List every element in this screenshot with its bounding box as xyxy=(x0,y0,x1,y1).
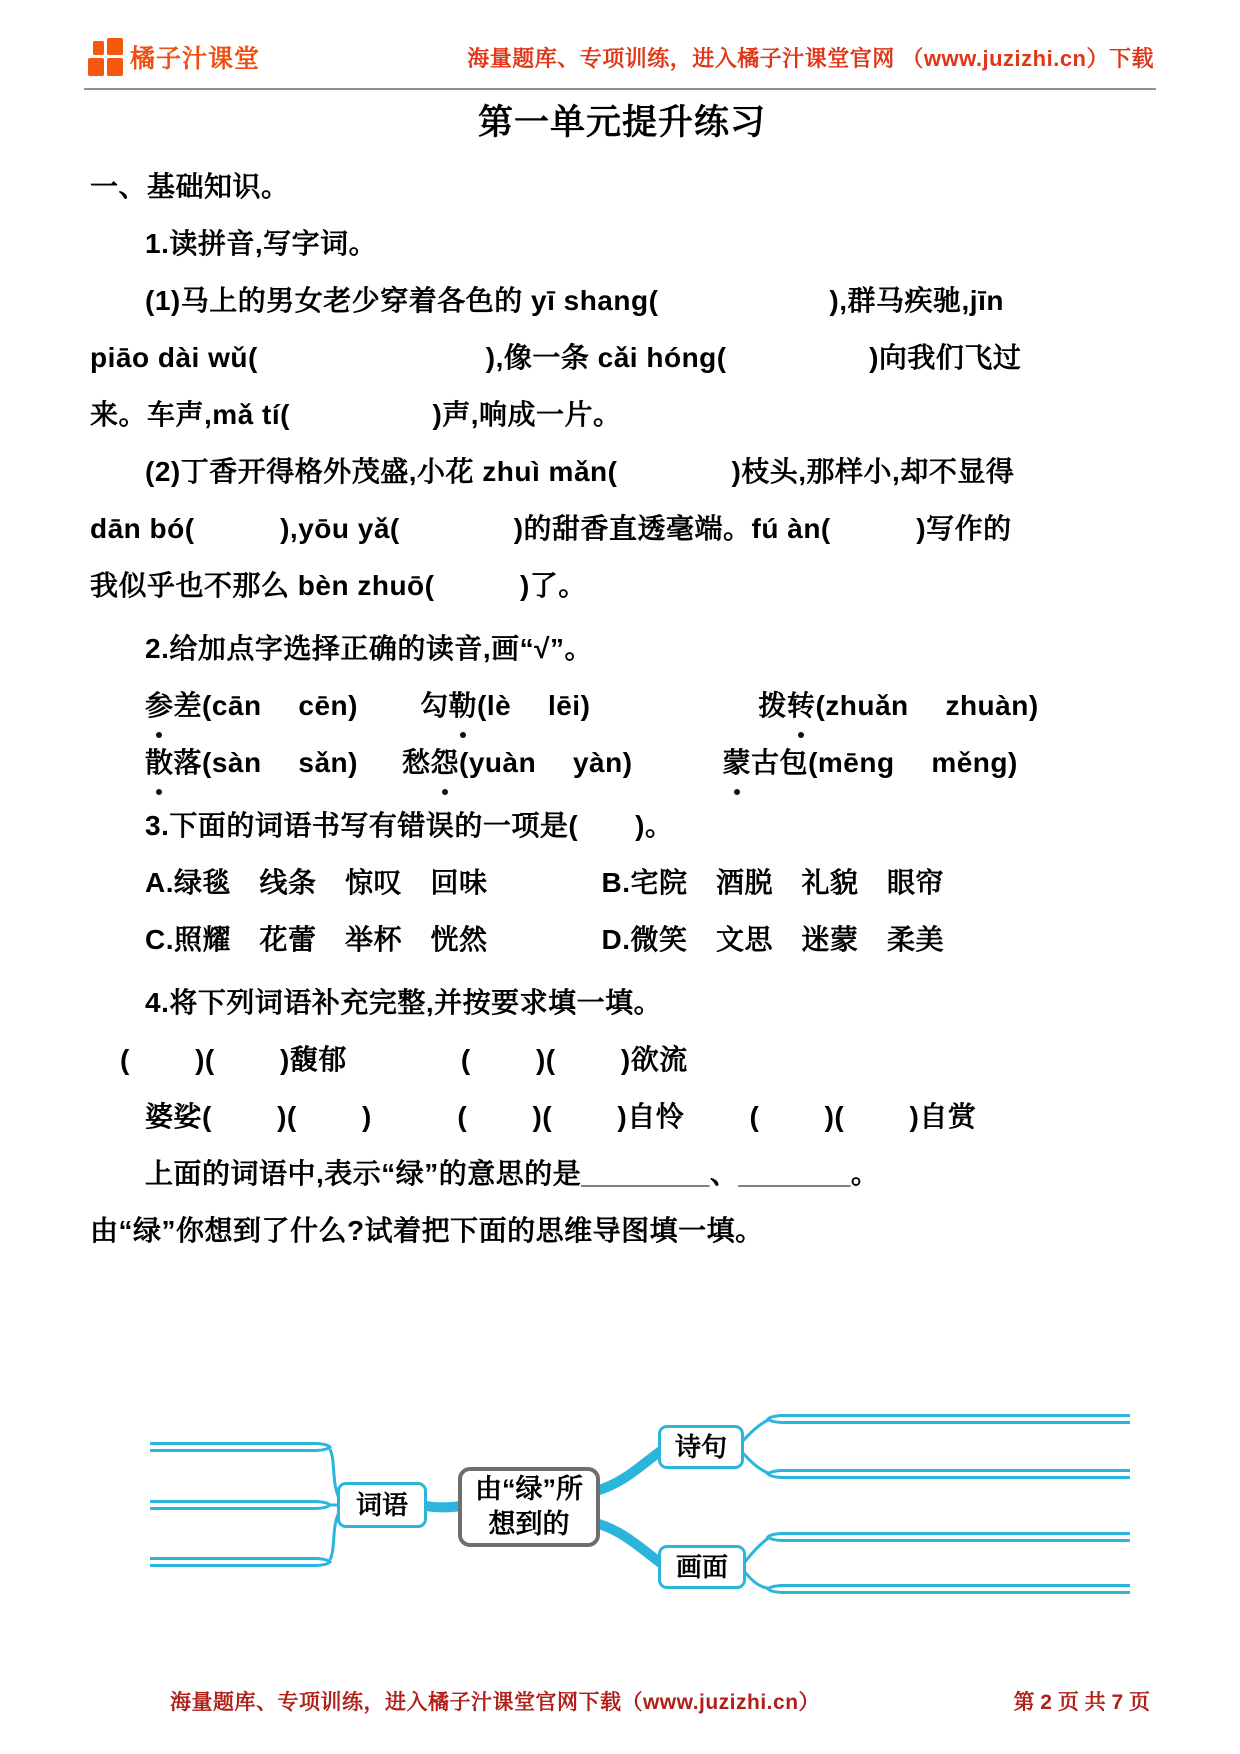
mindmap-center-line2: 想到的 xyxy=(488,1509,570,1539)
q3-options-line: C.照耀 花蕾 举杯 恍然 D.微笑 文思 迷蒙 柔美 xyxy=(145,924,945,955)
q1-label: 1.读拼音,写字词。 xyxy=(145,228,378,259)
mindmap-diagram xyxy=(90,1405,1154,1667)
q4-blanks-line: 婆娑( )( ) ( )( )自怜 ( )( )自赏 xyxy=(145,1101,977,1132)
mindmap-branch xyxy=(744,1538,769,1564)
mindmap-answer-line xyxy=(768,1416,1130,1423)
mindmap-connector xyxy=(596,1450,662,1491)
q1-line: 来。车声,mǎ tí( )声,响成一片。 xyxy=(90,399,622,430)
brand-logo xyxy=(88,38,260,76)
q2-row xyxy=(90,734,1154,791)
word-part: 古包 xyxy=(751,747,809,778)
pronunciation-item xyxy=(145,734,358,791)
dotted-char: 蒙 xyxy=(723,734,752,791)
pronunciation-item xyxy=(145,677,358,734)
q4-fill-line: 上面的词语中,表示“绿”的意思的是________、_______。 xyxy=(145,1158,880,1189)
pinyin-options: (zhuǎn zhuàn) xyxy=(815,690,1039,721)
page-number: 第 2 页 共 7 页 xyxy=(1013,1691,1150,1714)
mindmap-lines xyxy=(90,1405,1154,1667)
mindmap-node-verses xyxy=(658,1425,744,1469)
mindmap-answer-line xyxy=(150,1502,330,1509)
mindmap-answer-line xyxy=(150,1559,330,1566)
footer-promo-text: 海量题库、专项训练，进入橘子汁课堂官网下载（www.juzizhi.cn） xyxy=(169,1691,821,1714)
mindmap-answer-line xyxy=(768,1471,1130,1478)
word-part: 落 xyxy=(173,747,203,778)
mindmap-node-words xyxy=(337,1482,427,1528)
pronunciation-item xyxy=(420,677,590,734)
mindmap-connector xyxy=(426,1506,461,1508)
mindmap-center-line1: 由“绿”所 xyxy=(475,1474,583,1504)
header-promo-text: 海量题库、专项训练，进入橘子汁课堂官网 （www.juzizhi.cn）下载 xyxy=(467,45,1154,71)
dotted-char: 勒 xyxy=(448,677,477,734)
pinyin-options: (cān cēn) xyxy=(202,690,358,721)
mindmap-branch xyxy=(744,1571,769,1589)
dotted-char: 散 xyxy=(145,734,174,791)
word-part: 勾 xyxy=(419,690,449,721)
orange-window-logo-icon xyxy=(88,38,124,76)
q1-line: 我似乎也不那么 bèn zhuō( )了。 xyxy=(90,570,587,601)
q2-label: 2.给加点字选择正确的读音,画“√”。 xyxy=(145,633,593,664)
pronunciation-item xyxy=(402,734,633,791)
pronunciation-item xyxy=(758,677,1038,734)
mindmap-node-label: 词语 xyxy=(355,1490,408,1520)
q4-blanks-line: ( )( )馥郁 ( )( )欲流 xyxy=(120,1044,688,1075)
q2-row xyxy=(90,677,1154,734)
header-divider xyxy=(84,88,1156,90)
mindmap-node-center xyxy=(458,1467,600,1547)
mindmap-answer-line xyxy=(768,1586,1130,1593)
word-part: 愁 xyxy=(401,747,431,778)
q1-line: piāo dài wǔ( ),像一条 cǎi hóng( )向我们飞过 xyxy=(90,342,1022,373)
document-body xyxy=(90,96,1154,1667)
dotted-char: 参 xyxy=(145,677,174,734)
q3-label: 3.下面的词语书写有错误的一项是( )。 xyxy=(145,810,674,841)
pinyin-options: (sàn sǎn) xyxy=(202,747,358,778)
page-title: 第一单元提升练习 xyxy=(477,103,766,142)
brand-name: 橘子汁课堂 xyxy=(130,45,261,73)
pinyin-options: (lè lēi) xyxy=(477,690,591,721)
q1-line: (2)丁香开得格外茂盛,小花 zhuì mǎn( )枝头,那样小,却不显得 xyxy=(145,456,1015,487)
mindmap-connector xyxy=(596,1523,662,1564)
mindmap-node-label: 画面 xyxy=(675,1552,728,1582)
pinyin-options: (mēng měng) xyxy=(808,747,1018,778)
mindmap-answer-line xyxy=(150,1444,330,1451)
word-part: 拨 xyxy=(758,690,787,721)
dotted-char: 转 xyxy=(787,677,816,734)
mindmap-branch xyxy=(741,1451,769,1474)
mindmap-branch xyxy=(741,1420,769,1444)
q1-line: (1)马上的男女老少穿着各色的 yī shang( ),群马疾驰,jīn xyxy=(145,285,1004,316)
q1-line: dān bó( ),yōu yǎ( )的甜香直透毫端。fú àn( )写作的 xyxy=(90,513,1012,544)
mindmap-node-scenes xyxy=(658,1545,746,1589)
q4-prompt-line: 由“绿”你想到了什么?试着把下面的思维导图填一填。 xyxy=(90,1215,764,1246)
section-heading: 一、基础知识。 xyxy=(90,171,290,202)
pinyin-options: (yuàn yàn) xyxy=(459,747,633,778)
word-part: 差 xyxy=(173,690,203,721)
page-header xyxy=(88,34,1154,80)
pronunciation-item xyxy=(723,734,1018,791)
dotted-char: 怨 xyxy=(430,734,459,791)
page-footer xyxy=(90,1686,1150,1722)
mindmap-center-label xyxy=(475,1472,583,1542)
q3-options-line: A.绿毯 线条 惊叹 回味 B.宅院 酒脱 礼貌 眼帘 xyxy=(145,867,945,898)
mindmap-node-label: 诗句 xyxy=(674,1432,727,1462)
q4-label: 4.将下列词语补充完整,并按要求填一填。 xyxy=(145,987,663,1018)
mindmap-answer-line xyxy=(768,1534,1130,1541)
